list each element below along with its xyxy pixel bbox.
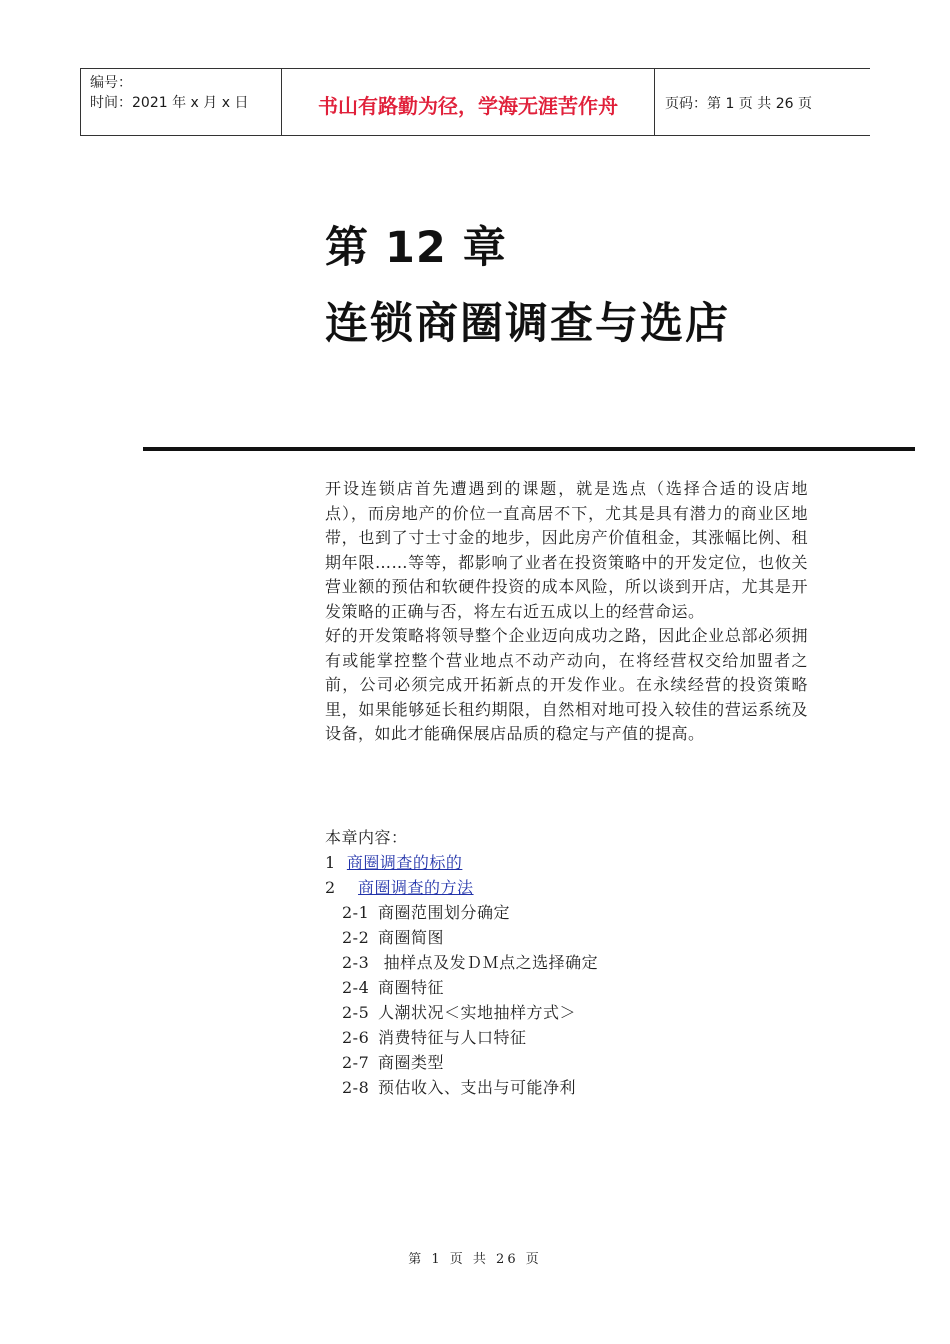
page-footer: 第 1 页 共 26 页	[408, 1252, 542, 1267]
number-label: 编号：	[90, 75, 132, 91]
toc-subitem-number: 2-3	[342, 953, 370, 972]
toc-subitem-label: 商圈范围划分确定	[378, 903, 511, 922]
toc-link-survey-target[interactable]: 商圈调查的标的	[346, 853, 463, 872]
toc-subitem-label: 抽样点及发ＤＭ点之选择确定	[378, 953, 599, 972]
toc-subitem	[325, 925, 808, 950]
toc-subitem-number: 2-6	[342, 1028, 370, 1047]
header-motto-cell	[281, 69, 654, 135]
header-page-cell	[654, 69, 870, 135]
header-meta-cell	[80, 69, 281, 135]
toc-subitem-number: 2-8	[342, 1078, 370, 1097]
chapter-number: 第 12 章	[325, 223, 507, 273]
chapter-contents	[325, 825, 808, 1100]
toc-subitem-label: 商圈类型	[378, 1053, 445, 1072]
toc-subitem	[325, 975, 808, 1000]
intro-paragraph-2: 好的开发策略将领导整个企业迈向成功之路，因此企业总部必须拥有或能掌控整个营业地点不动产动向，在将经营权交给加盟者之前，公司必须完成开拓新点的开发作业。在永续经营的投资策略里，如果能够延长租约期限，自然相对地可投入较佳的营运系统及设备，如此才能确保展店品质的稳定与产值的提高。	[325, 626, 808, 743]
intro-body	[325, 477, 808, 747]
date-label: 时间：2021 年 x 月 x 日	[90, 95, 249, 111]
toc-subitem-label: 商圈简图	[378, 928, 445, 947]
toc-item-number: 2	[325, 878, 336, 897]
toc-subitem-number: 2-7	[342, 1053, 370, 1072]
header-table	[80, 68, 870, 136]
toc-subitem	[325, 900, 808, 925]
toc-heading: 本章内容：	[325, 828, 408, 847]
page-info: 页码：第 1 页 共 26 页	[665, 96, 812, 112]
toc-subitem	[325, 1050, 808, 1075]
toc-subitem	[325, 1000, 808, 1025]
toc-item	[325, 850, 808, 875]
toc-subitem	[325, 1025, 808, 1050]
title-divider	[143, 447, 915, 451]
toc-subitem-label: 预估收入、支出与可能净利	[378, 1078, 577, 1097]
toc-subitem-label: 商圈特征	[378, 978, 445, 997]
toc-item-number: 1	[325, 853, 336, 872]
toc-subitem-label: 消费特征与人口特征	[378, 1028, 527, 1047]
intro-paragraph-1: 开设连锁店首先遭遇到的课题，就是选点（选择合适的设店地点），而房地产的价位一直高居不下，尤其是具有潜力的商业区地带，也到了寸士寸金的地步，因此房产价值租金，其涨幅比例、租期年限……等等，都影响了业者在投资策略中的开发定位，也攸关营业额的预估和软硬件投资的成本风险，所以谈到开店，尤其是开发策略的正确与否，将左右近五成以上的经营命运。	[325, 479, 808, 621]
toc-subitem-label: 人潮状况＜实地抽样方式＞	[378, 1003, 577, 1022]
toc-subitem	[325, 1075, 808, 1100]
chapter-title: 连锁商圈调查与选店	[325, 299, 730, 349]
toc-subitem	[325, 950, 808, 975]
toc-subitem-number: 2-1	[342, 903, 370, 922]
motto-text: 书山有路勤为径，学海无涯苦作舟	[318, 93, 618, 118]
toc-subitem-number: 2-4	[342, 978, 370, 997]
toc-subitem-number: 2-5	[342, 1003, 370, 1022]
toc-link-survey-method[interactable]: 商圈调查的方法	[358, 878, 474, 897]
toc-item	[325, 875, 808, 900]
toc-subitem-number: 2-2	[342, 928, 370, 947]
